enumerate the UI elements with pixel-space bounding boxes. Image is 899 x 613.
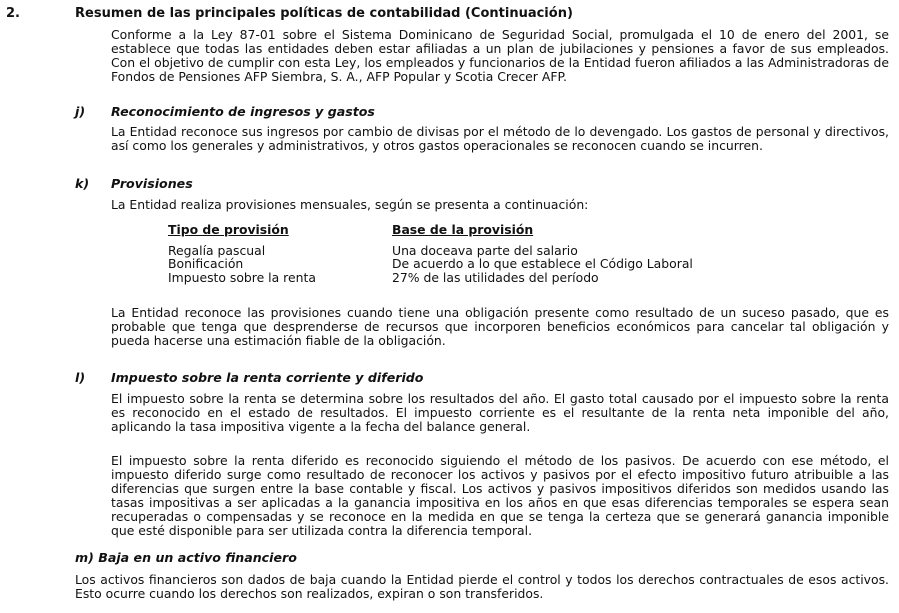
provisions-cell-base: De acuerdo a lo que establece el Código Laboral xyxy=(392,256,693,271)
provisions-header-base: Base de la provisión xyxy=(392,222,534,237)
subsection-j-title: Reconocimiento de ingresos y gastos xyxy=(111,104,375,119)
provisions-cell-base: Una doceava parte del salario xyxy=(392,242,578,258)
subsection-k-title: Provisiones xyxy=(111,176,193,191)
table-row xyxy=(168,271,792,285)
provisions-cell-type: Bonificación xyxy=(168,256,244,271)
table-row xyxy=(168,244,792,258)
subsection-m-title: m) Baja en un activo financiero xyxy=(75,550,297,565)
subsection-l-letter: l) xyxy=(75,370,86,385)
provisions-table xyxy=(168,223,792,284)
table-row xyxy=(168,257,792,271)
provisions-cell-type: Regalía pascual xyxy=(168,242,266,258)
provisions-table-header xyxy=(168,223,792,237)
subsection-k-intro: La Entidad realiza provisiones mensuales, según se presenta a continuación: xyxy=(111,197,589,212)
section-title: Resumen de las principales políticas de contabilidad (Continuación) xyxy=(75,6,573,21)
provisions-header-type: Tipo de provisión xyxy=(168,222,289,237)
subsection-l-paragraph-1: El impuesto sobre la renta se determina sobre los resultados del año. El gasto total causado por el impuesto sobre la renta es reconocido en el estado de resultados. El impuesto corriente es el resultante de la renta neta imponible del año, aplicando la tasa impositiva vigente a la fecha del balance general. xyxy=(111,391,889,434)
subsection-j-paragraph: La Entidad reconoce sus ingresos por cambio de divisas por el método de lo devengado. Los gastos de personal y directivos, así como los generales y administrativos, y otros gastos operacionales se reconocen cuando se incurren. xyxy=(111,124,889,153)
subsection-l-title: Impuesto sobre la renta corriente y diferido xyxy=(111,370,424,385)
subsection-l-paragraph-2: El impuesto sobre la renta diferido es reconocido siguiendo el método de los pasivos. De acuerdo con ese método, el impuesto diferido surge como resultado de reconocer los activos y pasivos por el efecto impositivo futuro atribuible a las diferencias que surgen entre la base contable y fiscal. Los activos y pasivos impositivos diferidos son medidos usando las tasas impositivas a ser aplicadas a la ganancia impositiva en los años en que esas diferencias temporales se espera sean recuperadas o compensadas y se reconoce en la medida en que se tenga la certeza que se generará ganancia imponible que esté disponible para ser utilizada contra la diferencia temporal. xyxy=(111,453,889,538)
provisions-cell-type: Impuesto sobre la renta xyxy=(168,269,316,285)
subsection-k-paragraph: La Entidad reconoce las provisiones cuando tiene una obligación presente como resultado de un suceso pasado, que es probable que tenga que desprenderse de recursos que incorporen beneficios económicos para cancelar tal obligación y pueda hacerse una estimación fiable de la obligación. xyxy=(111,305,889,348)
subsection-j-letter: j) xyxy=(75,104,86,119)
section-number: 2. xyxy=(6,6,20,21)
subsection-m-paragraph: Los activos financieros son dados de baja cuando la Entidad pierde el control y todos los derechos contractuales de esos activos. Esto ocurre cuando los derechos son realizados, expiran o son transferidos. xyxy=(75,572,889,601)
provisions-cell-base: 27% de las utilidades del período xyxy=(392,269,599,285)
subsection-k-letter: k) xyxy=(75,176,90,191)
intro-paragraph: Conforme a la Ley 87-01 sobre el Sistema Dominicano de Seguridad Social, promulgada el 10 de enero del 2001, se establece que todas las entidades deben estar afiliadas a un plan de jubilaciones y pensiones a favor de sus empleados. Con el objetivo de cumplir con esta Ley, los empleados y funcionarios de la Entidad fueron afiliados a las Administradoras de Fondos de Pensiones AFP Siembra, S. A., AFP Popular y Scotia Crecer AFP. xyxy=(111,27,889,84)
